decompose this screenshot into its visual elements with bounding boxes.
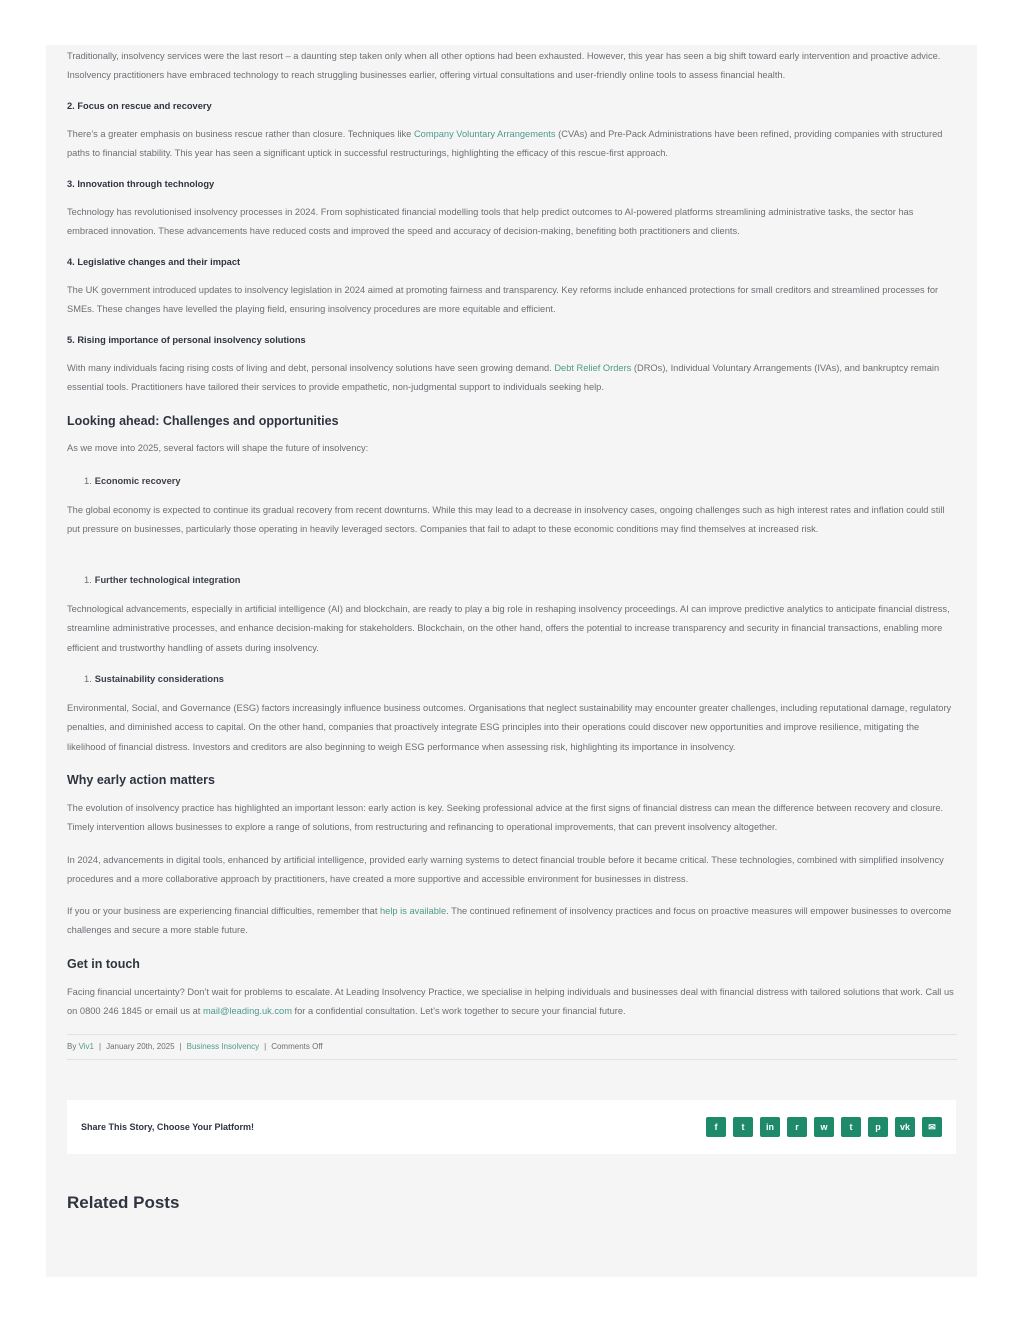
paragraph-early-action-3: If you or your business are experiencing financial difficulties, remember that help is available. The continued refinement of insolvency practices and focus on proactive measures will empower businesses to overcome challenges and secure a more stable future.: [67, 906, 952, 936]
paragraph-innovation: Technology has revolutionised insolvency processes in 2024. From sophisticated financial modelling tools that help predict outcomes to AI-powered platforms streamlining administrative tasks, the sector has embraced innovation. These advancements have reduced costs and improved the speed and accuracy of decision-making, benefiting both practitioners and clients.: [67, 207, 914, 237]
paragraph-early-action-2: In 2024, advancements in digital tools, enhanced by artificial intelligence, provided early warning systems to detect financial trouble before it became critical. These technologies, combined with simplified insolvency procedures and a more collaborative approach by practitioners, have created a more supportive and accessible environment for businesses in distress.: [67, 855, 944, 885]
email-link[interactable]: mail@leading.uk.com: [202, 1006, 292, 1017]
post-date: January 20th, 2025: [106, 1042, 175, 1051]
share-box: [67, 1100, 956, 1154]
heading-legislative: 4. Legislative changes and their impact: [67, 257, 241, 267]
meta-separator: |: [179, 1042, 182, 1051]
heading-rescue-recovery: 2. Focus on rescue and recovery: [67, 101, 212, 111]
share-icons: [706, 1117, 942, 1137]
dro-link[interactable]: Debt Relief Orders: [554, 363, 632, 373]
help-available-link[interactable]: help is available: [379, 906, 447, 916]
vk-icon[interactable]: vk: [895, 1117, 915, 1137]
heading-get-in-touch: Get in touch: [67, 957, 140, 971]
email-icon[interactable]: ✉: [922, 1117, 942, 1137]
tumblr-icon[interactable]: t: [841, 1117, 861, 1137]
meta-separator: |: [264, 1042, 267, 1051]
meta-separator: |: [98, 1042, 102, 1051]
meta-by-label: By: [67, 1042, 79, 1051]
author-link[interactable]: Viv1: [78, 1042, 94, 1051]
intro-paragraph: Traditionally, insolvency services were the last resort – a daunting step taken only when all other options had been exhausted. However, this year has seen a big shift toward early intervention and proactive advice. Insolvency practitioners have embraced technology to reach struggling businesses earlier, offering virtual consultations and user-friendly online tools to assess financial health.: [67, 51, 941, 81]
heading-personal-insolvency: 5. Rising importance of personal insolvency solutions: [67, 335, 306, 345]
list-item-tech-integration: 1. Further technological integration: [84, 575, 241, 585]
post-meta: [67, 1034, 957, 1060]
heading-looking-ahead: Looking ahead: Challenges and opportunities: [67, 414, 339, 428]
paragraph-tech-integration: Technological advancements, especially in artificial intelligence (AI) and blockchain, are ready to play a big role in reshaping insolvency proceedings. AI can improve predictive analytics to anticipate financial distress, streamline administrative processes, and enhance decision-making for stakeholders. Blockchain, on the other hand, offers the potential to increase transparency and security in financial transactions, enabling more efficient and trustworthy handling of assets during insolvency.: [67, 604, 950, 653]
paragraph-personal-insolvency: With many individuals facing rising costs of living and debt, personal insolvency solutions have seen growing demand. Debt Relief Orders (DROs), Individual Voluntary Arrangements (IVAs), and bankruptcy remain essential tools. Practitioners have tailored their services to provide empathetic, non-judgmental support to individuals seeking help.: [67, 363, 940, 393]
facebook-icon[interactable]: f: [706, 1117, 726, 1137]
whatsapp-icon[interactable]: w: [814, 1117, 834, 1137]
category-link[interactable]: Business Insolvency: [186, 1042, 260, 1051]
related-posts-title: Related Posts: [67, 1193, 180, 1212]
paragraph-sustainability: Environmental, Social, and Governance (ESG) factors increasingly influence business outcomes. Organisations that neglect sustainability may encounter greater challenges, including reputational damage, regulatory penalties, and diminished access to capital. On the other hand, companies that proactively integrate ESG principles into their operations could discover new opportunities and improve resilience, mitigating the likelihood of financial distress. Investors and creditors are also beginning to weigh ESG performance when assessing risk, highlighting its importance in insolvency.: [67, 703, 952, 752]
paragraph-contact: Facing financial uncertainty? Don’t wait for problems to escalate. At Leading Insolvency Practice, we specialise in helping individuals and businesses deal with financial distress with tailored solutions that work. Call us on 0800 246 1845 or email us at mail@leading.uk.com for a confidential consultation. Let’s work together to secure your financial future.: [67, 987, 954, 1017]
paragraph-economic-recovery: The global economy is expected to continue its gradual recovery from recent downturns. While this may lead to a decrease in insolvency cases, ongoing challenges such as high interest rates and inflation could still put pressure on businesses, particularly those operating in heavily leveraged sectors. Companies that fail to adapt to these economic conditions may find themselves at increased risk.: [67, 505, 945, 535]
paragraph-legislative: The UK government introduced updates to insolvency legislation in 2024 aimed at promoting fairness and transparency. Key reforms include enhanced protections for small creditors and streamlined processes for SMEs. These changes have levelled the playing field, ensuring insolvency procedures are more equitable and efficient.: [67, 285, 939, 315]
heading-innovation: 3. Innovation through technology: [67, 179, 215, 189]
twitter-icon[interactable]: t: [733, 1117, 753, 1137]
heading-early-action: Why early action matters: [67, 773, 215, 787]
list-item-sustainability: 1. Sustainability considerations: [84, 674, 224, 684]
comments-status: Comments Off: [271, 1042, 323, 1051]
paragraph-early-action-1: The evolution of insolvency practice has highlighted an important lesson: early action is key. Seeking professional advice at the first signs of financial distress can mean the difference between recovery and closure. Timely intervention allows businesses to explore a range of solutions, from restructuring and refinancing to operational improvements, that can prevent insolvency altogether.: [67, 803, 944, 833]
share-title: Share This Story, Choose Your Platform!: [81, 1122, 255, 1132]
list-item-economic-recovery: 1. Economic recovery: [84, 476, 181, 486]
linkedin-icon[interactable]: in: [760, 1117, 780, 1137]
cva-link[interactable]: Company Voluntary Arrangements: [413, 129, 556, 139]
paragraph-rescue-recovery: There’s a greater emphasis on business rescue rather than closure. Techniques like Company Voluntary Arrangements (CVAs) and Pre-Pack Administrations have been refined, providing companies with structured paths to financial stability. This year has seen a significant uptick in successful restructurings, highlighting the efficacy of this rescue-first approach.: [67, 129, 943, 159]
paragraph-looking-ahead-intro: As we move into 2025, several factors will shape the future of insolvency:: [67, 443, 369, 453]
pinterest-icon[interactable]: p: [868, 1117, 888, 1137]
reddit-icon[interactable]: r: [787, 1117, 807, 1137]
